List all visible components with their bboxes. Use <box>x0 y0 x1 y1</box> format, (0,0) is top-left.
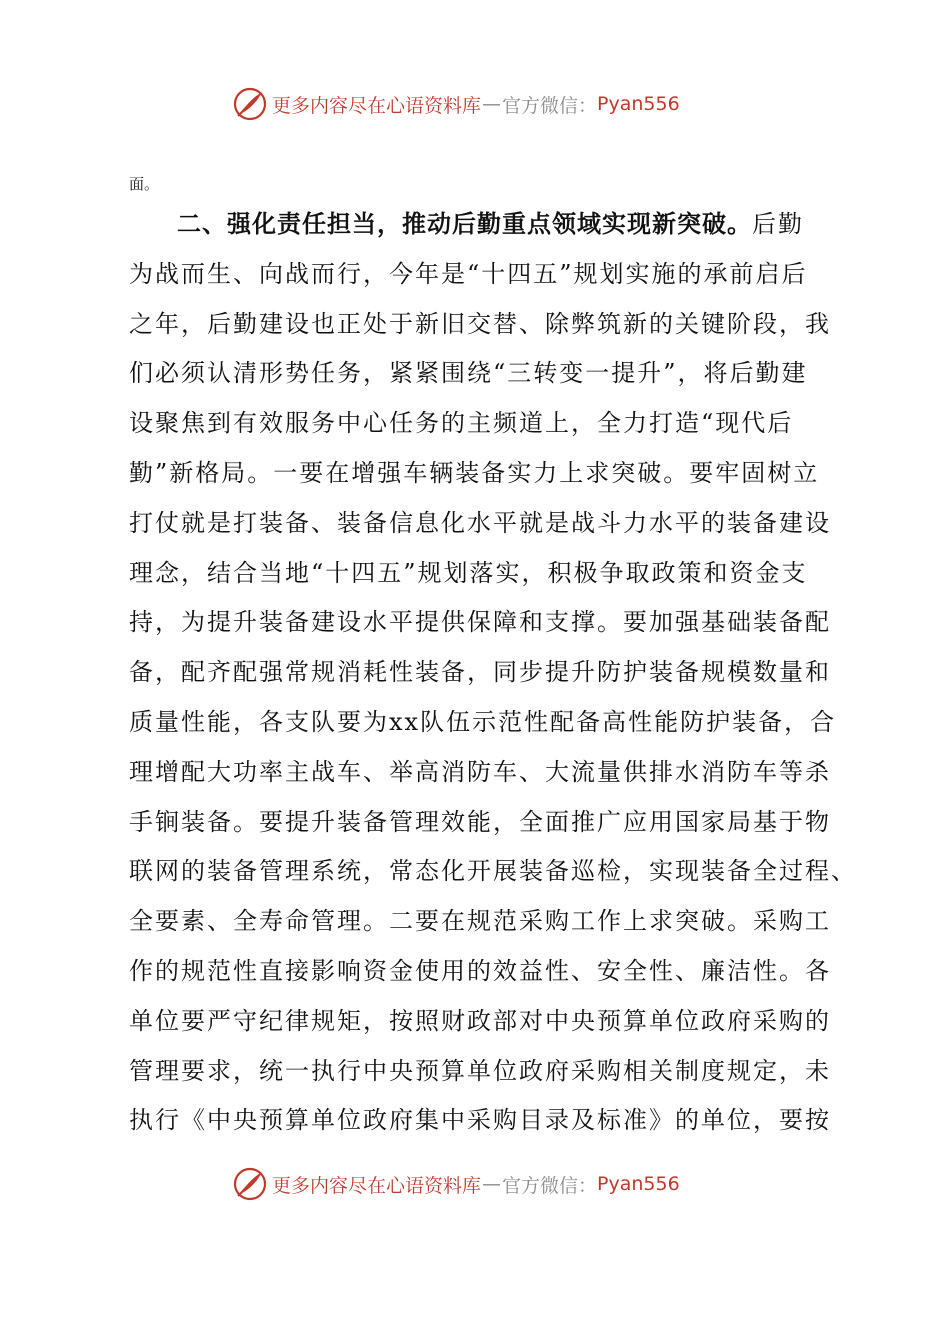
quill-logo-icon <box>232 1166 268 1202</box>
text-line: 为战而生、向战而行，今年是“十四五”规划实施的承前启后 <box>129 259 808 288</box>
text-line: 作的规范性直接影响资金使用的效益性、安全性、廉洁性。各 <box>129 956 831 985</box>
watermark-text: 更多内容尽在心语资料库 <box>272 1174 482 1197</box>
text-line <box>129 200 849 250</box>
watermark-official-label: 官方微信： <box>502 1174 598 1197</box>
text-line: 管理要求，统一执行中央预算单位政府采购相关制度规定，未 <box>129 1056 831 1085</box>
text-line: 执行《中央预算单位政府集中采购目录及标准》的单位，要按 <box>129 1106 831 1135</box>
quill-logo-icon <box>232 86 268 122</box>
text-line: 全要素、全寿命管理。二要在规范采购工作上求突破。采购工 <box>129 907 831 936</box>
watermark-dash: — <box>482 93 502 115</box>
text-line: 理念，结合当地“十四五”规划落实，积极争取政策和资金支 <box>129 558 808 587</box>
text-line: 勤”新格局。一要在增强车辆装备实力上求突破。要牢固树立 <box>129 458 820 487</box>
watermark-banner-top <box>232 84 680 124</box>
text-line: 质量性能，各支队要为xx队伍示范性配备高性能防护装备，合 <box>129 707 837 736</box>
text-line: 理增配大功率主战车、举高消防车、大流量供排水消防车等杀 <box>129 757 831 786</box>
section-heading: 二、强化责任担当，推动后勤重点领域实现新突破。 <box>177 210 752 238</box>
text-line-content: 后勤 <box>752 210 804 238</box>
watermark-id: Pyan556 <box>597 93 680 115</box>
text-line: 单位要严守纪律规矩，按照财政部对中央预算单位政府采购的 <box>129 1006 831 1035</box>
document-body <box>129 200 857 1146</box>
text-line: 之年，后勤建设也正处于新旧交替、除弊筑新的关键阶段，我 <box>129 309 831 338</box>
text-line: 们必须认清形势任务，紧紧围绕“三转变一提升”，将后勤建 <box>129 359 808 388</box>
watermark-banner-bottom <box>232 1164 680 1204</box>
text-line: 手锏装备。要提升装备管理效能，全面推广应用国家局基于物 <box>129 807 831 836</box>
watermark-id: Pyan556 <box>597 1173 680 1195</box>
text-line: 持，为提升装备建设水平提供保障和支撑。要加强基础装备配 <box>129 608 831 637</box>
text-line: 联网的装备管理系统，常态化开展装备巡检，实现装备全过程、 <box>129 857 857 886</box>
watermark-dash: — <box>482 1173 502 1195</box>
watermark-text: 更多内容尽在心语资料库 <box>272 94 482 117</box>
text-line: 备，配齐配强常规消耗性装备，同步提升防护装备规模数量和 <box>129 658 831 687</box>
lead-fragment: 面。 <box>129 175 160 193</box>
text-line: 设聚焦到有效服务中心任务的主频道上，全力打造“现代后 <box>129 409 794 438</box>
watermark-official-label: 官方微信： <box>502 94 598 117</box>
text-line: 打仗就是打装备、装备信息化水平就是战斗力水平的装备建设 <box>129 508 831 537</box>
